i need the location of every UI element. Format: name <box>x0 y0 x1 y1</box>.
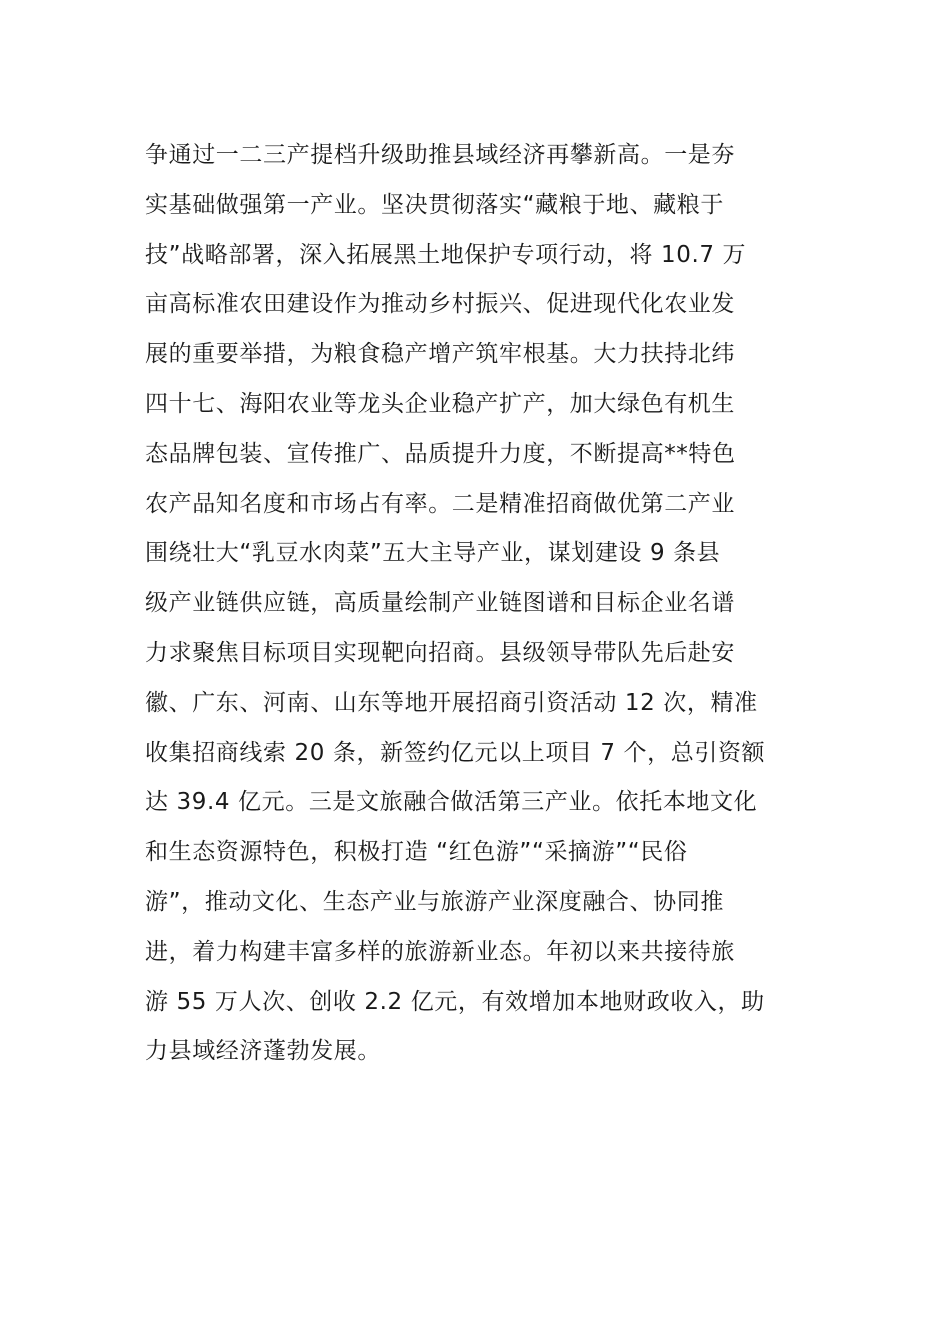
paragraph-line: 亩高标准农田建设作为推动乡村振兴、促进现代化农业发 <box>145 291 735 318</box>
paragraph-line: 游”，推动文化、生态产业与旅游产业深度融合、协同推 <box>145 888 724 915</box>
body-paragraph <box>145 131 815 1077</box>
paragraph-line: 达 39.4 亿元。三是文旅融合做活第三产业。依托本地文化 <box>145 789 758 816</box>
paragraph-line: 技”战略部署，深入拓展黑土地保护专项行动，将 10.7 万 <box>145 241 747 268</box>
paragraph-line: 游 55 万人次、创收 2.2 亿元，有效增加本地财政收入，助 <box>145 988 765 1015</box>
paragraph-line: 态品牌包装、宣传推广、品质提升力度，不断提高**特色 <box>145 440 736 467</box>
paragraph-line: 和生态资源特色，积极打造 “红色游”“采摘游”“民俗 <box>145 839 688 866</box>
paragraph-line: 展的重要举措，为粮食稳产增产筑牢根基。大力扶持北纬 <box>145 341 735 368</box>
paragraph-line: 进，着力构建丰富多样的旅游新业态。年初以来共接待旅 <box>145 938 735 965</box>
paragraph-line: 收集招商线索 20 条，新签约亿元以上项目 7 个，总引资额 <box>145 739 766 766</box>
paragraph-line: 争通过一二三产提档升级助推县域经济再攀新高。一是夯 <box>145 142 735 168</box>
paragraph-line: 农产品知名度和市场占有率。二是精准招商做优第二产业 <box>145 490 735 517</box>
paragraph-line: 围绕壮大“乳豆水肉菜”五大主导产业，谋划建设 9 条县 <box>145 540 721 567</box>
paragraph-line: 力求聚焦目标项目实现靶向招商。县级领导带队先后赴安 <box>145 639 735 666</box>
paragraph-line: 力县域经济蓬勃发展。 <box>145 1038 381 1065</box>
paragraph-line: 徽、广东、河南、山东等地开展招商引资活动 12 次，精准 <box>145 689 758 716</box>
paragraph-line: 四十七、海阳农业等龙头企业稳产扩产，加大绿色有机生 <box>145 390 735 417</box>
paragraph-line: 实基础做强第一产业。坚决贯彻落实“藏粮于地、藏粮于 <box>145 191 724 218</box>
paragraph-line: 级产业链供应链，高质量绘制产业链图谱和目标企业名谱 <box>145 590 735 617</box>
